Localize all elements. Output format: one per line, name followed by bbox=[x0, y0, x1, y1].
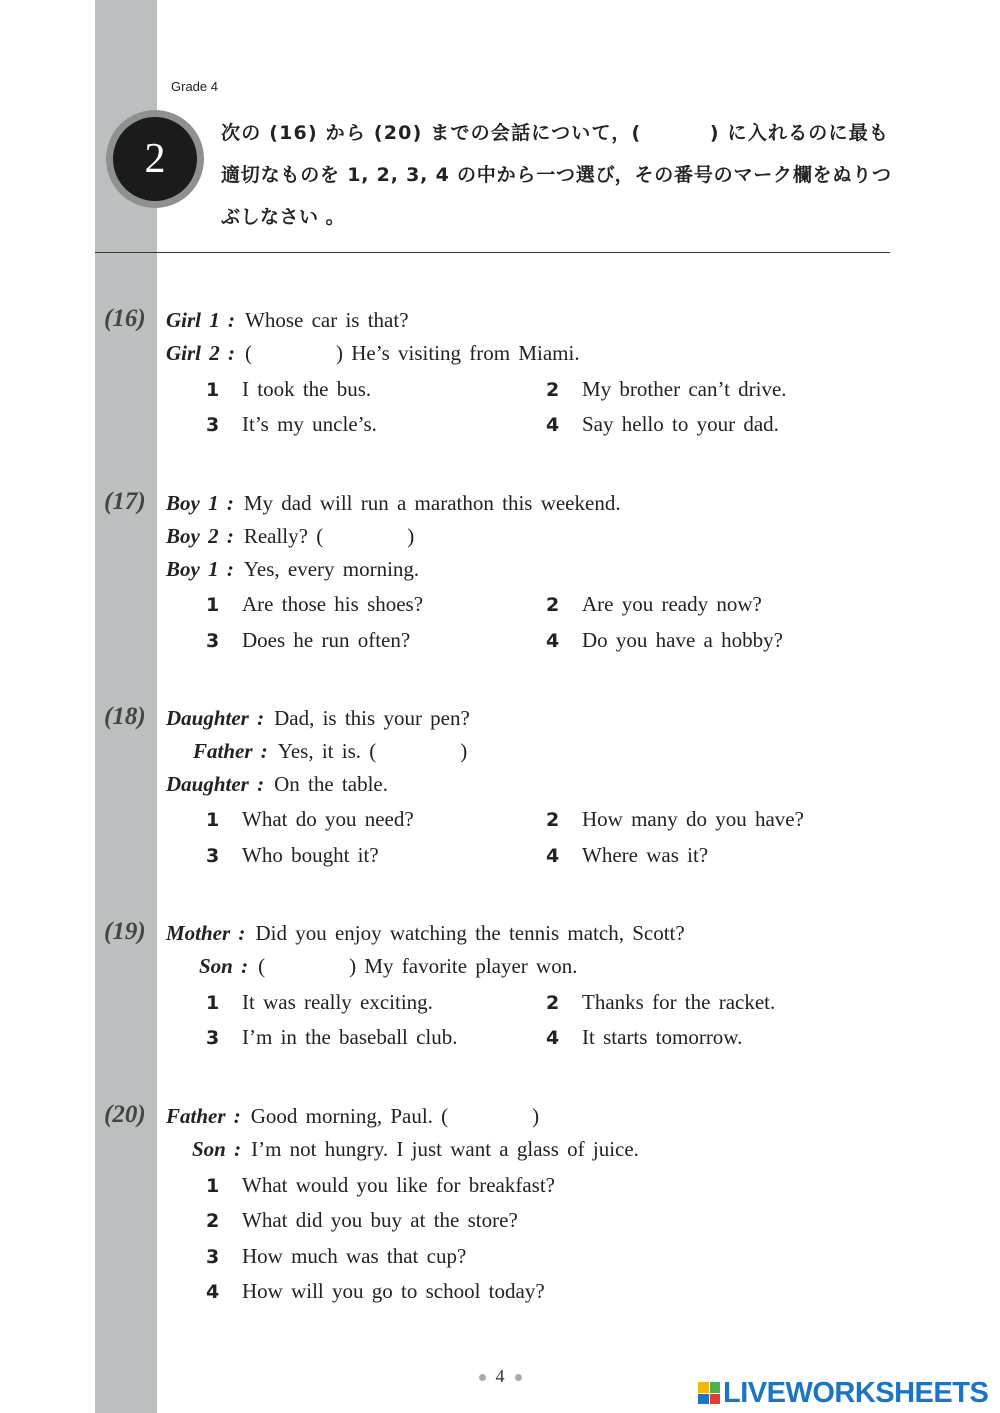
option-text: How will you go to school today? bbox=[242, 1279, 545, 1303]
option-text: My brother can’t drive. bbox=[582, 377, 787, 401]
footer-dot bbox=[479, 1374, 486, 1381]
answer-option[interactable] bbox=[546, 843, 708, 868]
section-number-badge: 2 bbox=[113, 117, 197, 201]
utterance: Dad, is this your pen? bbox=[274, 706, 470, 730]
utterance: ) bbox=[532, 1104, 540, 1128]
option-text: It starts tomorrow. bbox=[582, 1025, 743, 1049]
option-number: 4 bbox=[546, 1027, 560, 1049]
dialogue-line bbox=[166, 524, 414, 549]
option-number: 1 bbox=[206, 809, 220, 831]
option-text: What did you buy at the store? bbox=[242, 1208, 518, 1232]
dialogue-line bbox=[166, 341, 580, 366]
utterance: On the table. bbox=[274, 772, 388, 796]
instructions bbox=[221, 112, 893, 238]
option-text: Are those his shoes? bbox=[242, 592, 424, 616]
utterance: ) My favorite player won. bbox=[349, 954, 578, 978]
option-number: 4 bbox=[546, 414, 560, 436]
answer-option[interactable] bbox=[206, 807, 414, 832]
dialogue-line bbox=[166, 491, 621, 516]
question-number: (20) bbox=[104, 1101, 146, 1128]
liveworksheets-icon bbox=[698, 1382, 720, 1404]
speaker: Girl 2 : bbox=[166, 341, 235, 365]
option-text: I took the bus. bbox=[242, 377, 372, 401]
speaker: Daughter : bbox=[166, 772, 265, 796]
page-number: 4 bbox=[495, 1366, 505, 1386]
utterance: Yes, every morning. bbox=[243, 557, 420, 581]
utterance: Really? ( bbox=[243, 524, 324, 548]
speaker: Son : bbox=[192, 1137, 242, 1161]
dialogue-line bbox=[166, 308, 409, 333]
option-number: 2 bbox=[546, 809, 560, 831]
option-number: 2 bbox=[206, 1210, 220, 1232]
option-text: What would you like for breakfast? bbox=[242, 1173, 555, 1197]
answer-option[interactable] bbox=[206, 1244, 466, 1269]
brand-name: LIVEWORKSHEETS bbox=[723, 1376, 989, 1409]
speaker: Mother : bbox=[166, 921, 246, 945]
utterance: Yes, it is. ( bbox=[277, 739, 377, 763]
question-number: (16) bbox=[104, 305, 146, 332]
option-text: I’m in the baseball club. bbox=[242, 1025, 458, 1049]
dialogue-line bbox=[166, 706, 470, 731]
liveworksheets-logo[interactable] bbox=[698, 1376, 988, 1410]
instructions-line: ぶしなさい 。 bbox=[221, 206, 346, 228]
dialogue-line bbox=[192, 1137, 639, 1162]
question-number: (17) bbox=[104, 488, 146, 515]
option-text: Say hello to your dad. bbox=[582, 412, 779, 436]
option-number: 1 bbox=[206, 594, 220, 616]
option-number: 4 bbox=[546, 630, 560, 652]
answer-option[interactable] bbox=[206, 1025, 458, 1050]
option-number: 4 bbox=[546, 845, 560, 867]
option-number: 1 bbox=[206, 379, 220, 401]
speaker: Father : bbox=[166, 1104, 241, 1128]
answer-option[interactable] bbox=[546, 377, 787, 402]
option-text: Thanks for the racket. bbox=[582, 990, 776, 1014]
answer-option[interactable] bbox=[206, 990, 433, 1015]
answer-option[interactable] bbox=[206, 377, 371, 402]
answer-option[interactable] bbox=[546, 592, 762, 617]
option-text: Are you ready now? bbox=[582, 592, 762, 616]
option-text: Who bought it? bbox=[242, 843, 379, 867]
grade-label: Grade 4 bbox=[171, 79, 218, 94]
instructions-line: 適切なものを 1, 2, 3, 4 の中から一つ選び，その番号のマーク欄をぬりつ bbox=[221, 164, 892, 186]
speaker: Daughter : bbox=[166, 706, 265, 730]
answer-option[interactable] bbox=[546, 412, 779, 437]
option-number: 2 bbox=[546, 594, 560, 616]
option-text: How much was that cup? bbox=[242, 1244, 467, 1268]
option-text: Do you have a hobby? bbox=[582, 628, 783, 652]
option-number: 1 bbox=[206, 992, 220, 1014]
option-number: 2 bbox=[546, 992, 560, 1014]
answer-option[interactable] bbox=[206, 1279, 545, 1304]
speaker: Son : bbox=[199, 954, 249, 978]
option-number: 3 bbox=[206, 1027, 220, 1049]
answer-option[interactable] bbox=[206, 1208, 518, 1233]
speaker: Boy 2 : bbox=[166, 524, 234, 548]
speaker: Boy 1 : bbox=[166, 557, 234, 581]
dialogue-line bbox=[166, 1104, 539, 1129]
speaker: Boy 1 : bbox=[166, 491, 234, 515]
answer-option[interactable] bbox=[206, 1173, 555, 1198]
answer-option[interactable] bbox=[546, 1025, 742, 1050]
dialogue-line bbox=[199, 954, 577, 979]
utterance: ) He’s visiting from Miami. bbox=[336, 341, 580, 365]
answer-option[interactable] bbox=[546, 990, 775, 1015]
option-number: 3 bbox=[206, 845, 220, 867]
utterance: ( bbox=[245, 341, 252, 365]
answer-option[interactable] bbox=[206, 843, 379, 868]
dialogue-line bbox=[193, 739, 467, 764]
option-text: It was really exciting. bbox=[242, 990, 433, 1014]
header-divider bbox=[95, 252, 890, 253]
dialogue-line bbox=[166, 557, 419, 582]
option-number: 1 bbox=[206, 1175, 220, 1197]
answer-option[interactable] bbox=[206, 592, 423, 617]
utterance: ) bbox=[407, 524, 415, 548]
footer-dot bbox=[515, 1374, 522, 1381]
answer-option[interactable] bbox=[206, 628, 410, 653]
answer-option[interactable] bbox=[206, 412, 377, 437]
question-number: (19) bbox=[104, 918, 146, 945]
dialogue-line bbox=[166, 921, 685, 946]
utterance: ( bbox=[258, 954, 266, 978]
dialogue-line bbox=[166, 772, 388, 797]
instructions-line: 次の (16) から (20) までの会話について，( ) に入れるのに最も bbox=[221, 122, 890, 144]
answer-option[interactable] bbox=[546, 628, 783, 653]
speaker: Father : bbox=[193, 739, 268, 763]
utterance: My dad will run a marathon this weekend. bbox=[243, 491, 621, 515]
option-text: How many do you have? bbox=[582, 807, 804, 831]
answer-option[interactable] bbox=[546, 807, 804, 832]
option-text: Where was it? bbox=[582, 843, 709, 867]
utterance: Whose car is that? bbox=[245, 308, 409, 332]
utterance: ) bbox=[460, 739, 468, 763]
option-number: 2 bbox=[546, 379, 560, 401]
speaker: Girl 1 : bbox=[166, 308, 235, 332]
question-number: (18) bbox=[104, 703, 146, 730]
option-number: 3 bbox=[206, 630, 220, 652]
option-number: 3 bbox=[206, 414, 220, 436]
option-text: What do you need? bbox=[242, 807, 414, 831]
option-number: 4 bbox=[206, 1281, 220, 1303]
option-number: 3 bbox=[206, 1246, 220, 1268]
option-text: Does he run often? bbox=[242, 628, 411, 652]
utterance: Did you enjoy watching the tennis match, Scott? bbox=[255, 921, 685, 945]
utterance: Good morning, Paul. ( bbox=[250, 1104, 449, 1128]
option-text: It’s my uncle’s. bbox=[242, 412, 377, 436]
utterance: I’m not hungry. I just want a glass of juice. bbox=[251, 1137, 639, 1161]
